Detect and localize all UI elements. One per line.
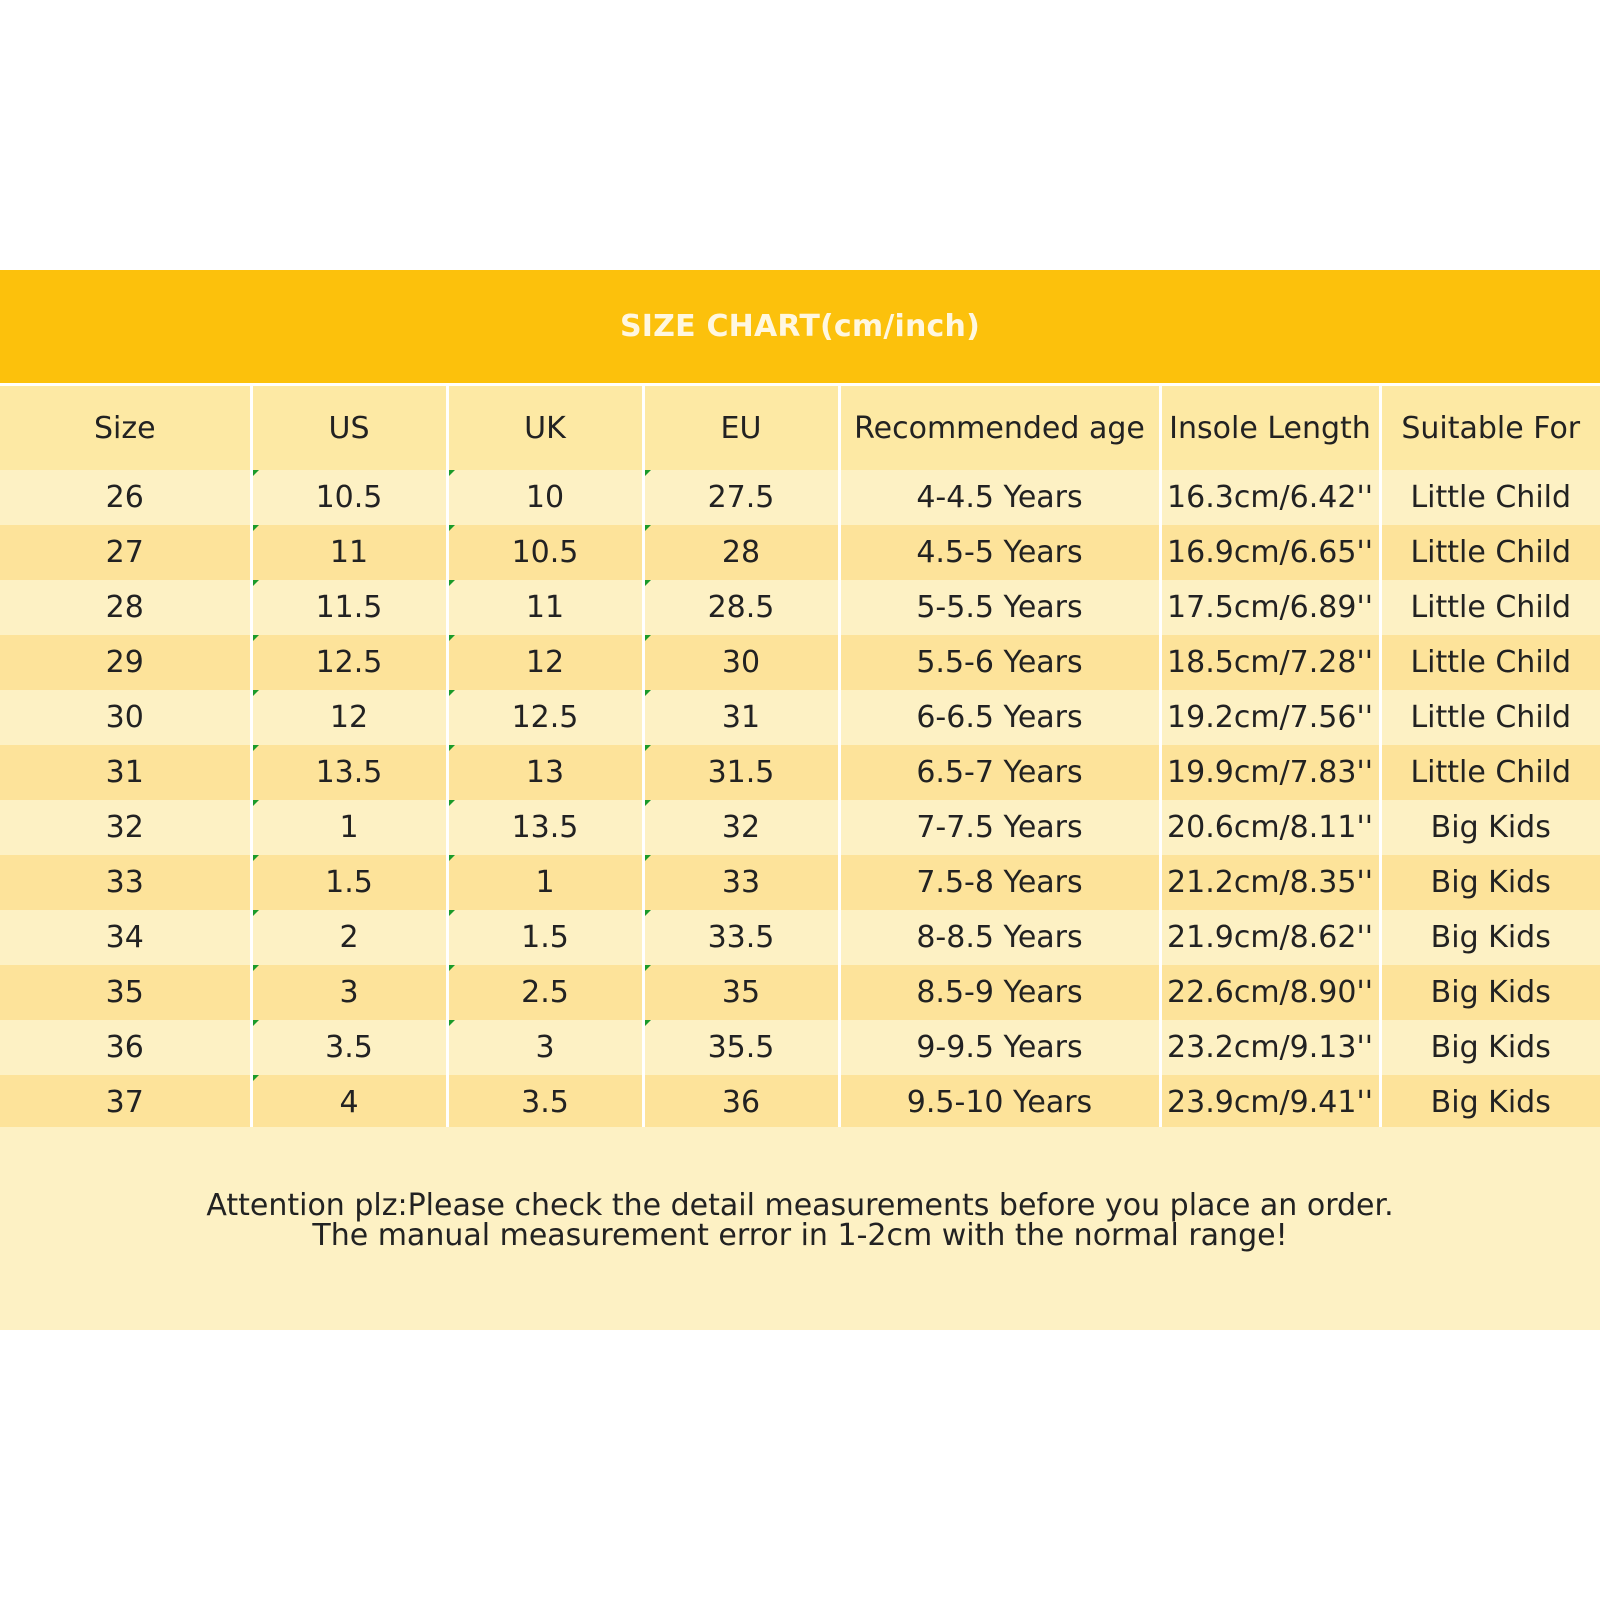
cell-us: 3.5 — [251, 1020, 447, 1075]
cell-insole-length: 21.9cm/8.62'' — [1160, 910, 1380, 965]
cell-insole-length: 20.6cm/8.11'' — [1160, 800, 1380, 855]
column-header-eu: EU — [643, 386, 839, 470]
cell-size: 26 — [0, 470, 251, 525]
cell-size: 28 — [0, 580, 251, 635]
cell-recommended-age: 4-4.5 Years — [839, 470, 1160, 525]
cell-us: 12.5 — [251, 635, 447, 690]
cell-suitable-for: Little Child — [1380, 635, 1600, 690]
cell-recommended-age: 7.5-8 Years — [839, 855, 1160, 910]
table-row — [0, 690, 1600, 745]
cell-insole-length: 16.9cm/6.65'' — [1160, 525, 1380, 580]
cell-suitable-for: Little Child — [1380, 745, 1600, 800]
cell-us: 1 — [251, 800, 447, 855]
column-header-size: Size — [0, 386, 251, 470]
cell-us: 11 — [251, 525, 447, 580]
table-row — [0, 855, 1600, 910]
cell-eu: 33.5 — [643, 910, 839, 965]
cell-insole-length: 23.9cm/9.41'' — [1160, 1075, 1380, 1130]
cell-uk: 10.5 — [447, 525, 643, 580]
cell-eu: 35.5 — [643, 1020, 839, 1075]
cell-recommended-age: 8-8.5 Years — [839, 910, 1160, 965]
cell-us: 12 — [251, 690, 447, 745]
cell-us: 3 — [251, 965, 447, 1020]
cell-suitable-for: Big Kids — [1380, 965, 1600, 1020]
cell-size: 36 — [0, 1020, 251, 1075]
cell-recommended-age: 8.5-9 Years — [839, 965, 1160, 1020]
cell-recommended-age: 9.5-10 Years — [839, 1075, 1160, 1130]
cell-us: 11.5 — [251, 580, 447, 635]
note-line-1: Attention plz:Please check the detail measurements before you place an order. — [206, 1187, 1394, 1223]
table-row — [0, 525, 1600, 580]
cell-insole-length: 19.2cm/7.56'' — [1160, 690, 1380, 745]
cell-us: 4 — [251, 1075, 447, 1130]
cell-eu: 28.5 — [643, 580, 839, 635]
cell-eu: 32 — [643, 800, 839, 855]
cell-size: 34 — [0, 910, 251, 965]
cell-suitable-for: Little Child — [1380, 690, 1600, 745]
column-header-uk: UK — [447, 386, 643, 470]
column-header-recommended-age: Recommended age — [839, 386, 1160, 470]
header-row — [0, 386, 1600, 470]
table-row — [0, 635, 1600, 690]
cell-size: 29 — [0, 635, 251, 690]
cell-insole-length: 22.6cm/8.90'' — [1160, 965, 1380, 1020]
cell-suitable-for: Little Child — [1380, 525, 1600, 580]
cell-uk: 13 — [447, 745, 643, 800]
table-row — [0, 745, 1600, 800]
cell-size: 27 — [0, 525, 251, 580]
cell-eu: 35 — [643, 965, 839, 1020]
attention-note — [0, 1127, 1600, 1330]
cell-size: 30 — [0, 690, 251, 745]
cell-size: 35 — [0, 965, 251, 1020]
cell-suitable-for: Big Kids — [1380, 855, 1600, 910]
cell-us: 10.5 — [251, 470, 447, 525]
cell-insole-length: 23.2cm/9.13'' — [1160, 1020, 1380, 1075]
cell-suitable-for: Big Kids — [1380, 800, 1600, 855]
cell-recommended-age: 5-5.5 Years — [839, 580, 1160, 635]
cell-insole-length: 17.5cm/6.89'' — [1160, 580, 1380, 635]
cell-eu: 36 — [643, 1075, 839, 1130]
cell-uk: 12.5 — [447, 690, 643, 745]
note-line-2: The manual measurement error in 1-2cm with the normal range! — [312, 1217, 1288, 1253]
cell-recommended-age: 4.5-5 Years — [839, 525, 1160, 580]
table-row — [0, 910, 1600, 965]
cell-eu: 31.5 — [643, 745, 839, 800]
column-header-suitable-for: Suitable For — [1380, 386, 1600, 470]
cell-recommended-age: 5.5-6 Years — [839, 635, 1160, 690]
cell-recommended-age: 6.5-7 Years — [839, 745, 1160, 800]
cell-insole-length: 19.9cm/7.83'' — [1160, 745, 1380, 800]
cell-suitable-for: Little Child — [1380, 470, 1600, 525]
size-chart-table — [0, 386, 1600, 1130]
table-row — [0, 470, 1600, 525]
cell-uk: 12 — [447, 635, 643, 690]
cell-eu: 31 — [643, 690, 839, 745]
size-chart-banner — [0, 270, 1600, 383]
cell-suitable-for: Big Kids — [1380, 1020, 1600, 1075]
table-row — [0, 965, 1600, 1020]
column-header-insole-length: Insole Length — [1160, 386, 1380, 470]
cell-eu: 30 — [643, 635, 839, 690]
cell-insole-length: 21.2cm/8.35'' — [1160, 855, 1380, 910]
cell-recommended-age: 9-9.5 Years — [839, 1020, 1160, 1075]
cell-insole-length: 18.5cm/7.28'' — [1160, 635, 1380, 690]
cell-us: 1.5 — [251, 855, 447, 910]
cell-recommended-age: 6-6.5 Years — [839, 690, 1160, 745]
cell-insole-length: 16.3cm/6.42'' — [1160, 470, 1380, 525]
cell-eu: 28 — [643, 525, 839, 580]
cell-uk: 3 — [447, 1020, 643, 1075]
cell-uk: 1 — [447, 855, 643, 910]
cell-uk: 11 — [447, 580, 643, 635]
cell-eu: 27.5 — [643, 470, 839, 525]
table-row — [0, 580, 1600, 635]
column-header-us: US — [251, 386, 447, 470]
cell-suitable-for: Big Kids — [1380, 910, 1600, 965]
cell-uk: 10 — [447, 470, 643, 525]
cell-recommended-age: 7-7.5 Years — [839, 800, 1160, 855]
cell-size: 31 — [0, 745, 251, 800]
cell-size: 33 — [0, 855, 251, 910]
cell-uk: 1.5 — [447, 910, 643, 965]
cell-uk: 13.5 — [447, 800, 643, 855]
table-row — [0, 1075, 1600, 1130]
cell-uk: 3.5 — [447, 1075, 643, 1130]
cell-us: 2 — [251, 910, 447, 965]
cell-us: 13.5 — [251, 745, 447, 800]
cell-size: 32 — [0, 800, 251, 855]
cell-suitable-for: Big Kids — [1380, 1075, 1600, 1130]
cell-uk: 2.5 — [447, 965, 643, 1020]
cell-suitable-for: Little Child — [1380, 580, 1600, 635]
cell-eu: 33 — [643, 855, 839, 910]
page-title: SIZE CHART(cm/inch) — [619, 309, 981, 344]
table-row — [0, 800, 1600, 855]
table-row — [0, 1020, 1600, 1075]
cell-size: 37 — [0, 1075, 251, 1130]
